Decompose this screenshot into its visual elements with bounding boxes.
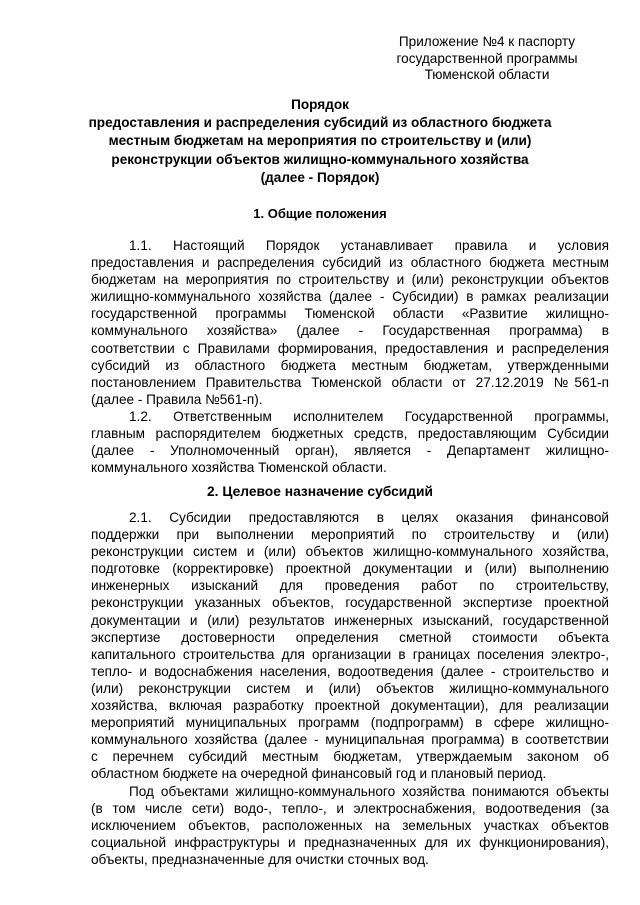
- text-line: 1.2. Ответственным исполнителем Государственной программы,: [129, 408, 609, 424]
- text-line: главным распорядителем бюджетных средств, предоставляющим Субсидии: [91, 426, 609, 442]
- text-line: коммунального хозяйства (далее - муниципальная программа) в соответствии: [91, 732, 609, 748]
- appendix-line: Приложение №4 к паспорту: [398, 34, 576, 49]
- section-2-body: [91, 509, 609, 868]
- text-line: документации и (или) результатов инженерных изысканий, государственной: [91, 612, 609, 628]
- text-line: 2.1. Субсидии предоставляются в целях оказания финансовой: [129, 510, 609, 525]
- text-line: (в том числе сети) водо-, тепло-, и электроснабжения, водоотведения (за: [91, 800, 609, 816]
- text-line: реконструкции систем и (или) объектов жилищно-коммунального хозяйства,: [91, 544, 609, 560]
- text-line: инженерных изысканий для проведения работ по строительству,: [91, 578, 609, 594]
- text-line: постановлением Правительства Тюменской области от 27.12.2019 №561-п: [91, 374, 609, 390]
- text-line: предоставления и распределения субсидий из областного бюджета местным: [91, 255, 609, 271]
- text-line: бюджетам на мероприятия по строительству и (или) реконструкции объектов: [91, 272, 609, 288]
- text-line: областном бюджете на очередной финансовый год и плановый период.: [91, 766, 547, 782]
- section-2-heading: 2. Целевое назначение субсидий: [206, 484, 433, 499]
- text-line: объекты, предназначенные для очистки сточных вод.: [91, 851, 429, 867]
- text-line: подготовке (корректировке) проектной документации и (или) выполнению: [91, 561, 609, 577]
- text-line: тепло- и водоснабжения населения, водоотведения (далее - строительство и: [91, 663, 609, 679]
- title-line: Порядок: [291, 97, 349, 112]
- text-line: с перечнем субсидий местным бюджетам, утверждаемым законом об: [91, 749, 609, 765]
- text-line: исключением объектов, расположенных на земельных участках объектов: [91, 817, 609, 833]
- text-line: соответствии с Правилами формирования, предоставления и распределения: [91, 340, 609, 356]
- text-line: (далее - Правила №561-п).: [91, 391, 263, 407]
- text-line: мероприятий муниципальных программ (подпрограмм) в сфере жилищно-: [91, 715, 609, 731]
- section-1-body: [91, 237, 609, 476]
- text-line: жилищно-коммунального хозяйства (далее - Субсидии) в рамках реализации: [91, 289, 609, 305]
- text-line: коммунального хозяйства» (далее - Государственная программа) в: [91, 323, 609, 339]
- text-line: социальной инфраструктуры и предназначенных для их функционирования),: [91, 834, 609, 850]
- title-line: предоставления и распределения субсидий из областного бюджета: [88, 115, 552, 131]
- text-line: государственной программы Тюменской области «Развитие жилищно-: [91, 306, 609, 322]
- title-line: местным бюджетам на мероприятия по строительству и (или): [108, 133, 532, 149]
- appendix-line: государственной программы: [396, 50, 578, 66]
- text-line: экспертизе достоверности определения сметной стоимости объекта: [91, 629, 609, 645]
- title-line: реконструкции объектов жилищно-коммунального хозяйства: [111, 151, 529, 167]
- text-line: реконструкции указанных объектов, государственной экспертизе проектной: [91, 595, 609, 611]
- text-line: (или) реконструкции систем и (или) объектов жилищно-коммунального: [91, 680, 609, 696]
- text-line: капитального строительства для организации в границах поселения электро-,: [91, 646, 609, 662]
- document-title: [60, 96, 580, 187]
- text-line: коммунального хозяйства Тюменской области.: [91, 460, 387, 476]
- text-line: (далее - Уполномоченный орган), является - Департамент жилищно-: [91, 443, 609, 459]
- title-line: (далее - Порядок): [260, 169, 380, 185]
- text-line: Под объектами жилищно-коммунального хозяйства понимаются объекты: [129, 783, 609, 799]
- section-1-heading: 1. Общие положения: [253, 206, 387, 221]
- text-line: хозяйства, включая разработку проектной документации), для реализации: [91, 698, 609, 714]
- text-line: поддержки при выполнении мероприятий по строительству и (или): [91, 527, 609, 543]
- appendix-line: Тюменской области: [424, 67, 550, 82]
- appendix-note: [372, 34, 602, 84]
- text-line: 1.1. Настоящий Порядок устанавливает правила и условия: [129, 238, 609, 253]
- text-line: субсидий из областного бюджета местным бюджетам, утвержденными: [91, 357, 609, 373]
